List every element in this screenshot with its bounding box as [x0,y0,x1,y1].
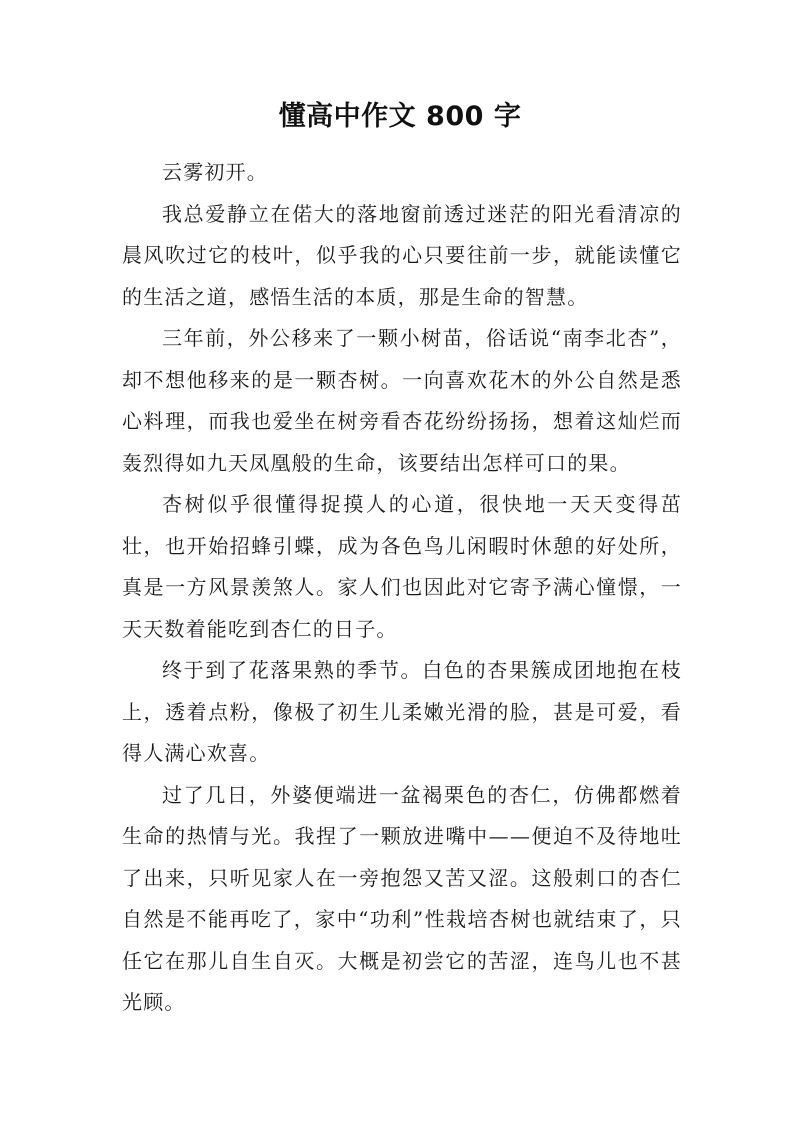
paragraph: 我总爱静立在偌大的落地窗前透过迷茫的阳光看清凉的晨风吹过它的枝叶，似乎我的心只要往前一步，就能读懂它的生活之道，感悟生活的本质，那是生命的智慧。 [122,201,682,309]
document-body [122,152,682,1024]
paragraph: 云雾初开。 [162,160,268,184]
paragraph: 终于到了花落果熟的季节。白色的杏果簇成团地抱在枝上，透着点粉，像极了初生儿柔嫩光滑的脸，甚是可爱，看得人满心欢喜。 [122,658,682,765]
paragraph: 过了几日，外婆便端进一盆褐栗色的杏仁，仿佛都燃着生命的热情与光。我捏了一颗放进嘴中——便迫不及待地吐了出来，只听见家人在一旁抱怨又苦又涩。这般刺口的杏仁自然是不能再吃了，家中“功利”性栽培杏树也就结束了，只任它在那儿自生自灭。大概是初尝它的苦涩，连鸟儿也不甚光顾。 [122,782,682,1014]
document-title: 懂高中作文 800 字 [278,101,522,132]
paragraph: 杏树似乎很懂得捉摸人的心道，很快地一天天变得茁壮，也开始招蜂引蝶，成为各色鸟儿闲暇时休憩的好处所，真是一方风景羡煞人。家人们也因此对它寄予满心憧憬，一天天数着能吃到杏仁的日子。 [122,492,682,641]
paragraph: 三年前，外公移来了一颗小树苗，俗话说“南李北杏”，却不想他移来的是一颗杏树。一向喜欢花木的外公自然是悉心料理，而我也爱坐在树旁看杏花纷纷扬扬，想着这灿烂而轰烈得如九天凤凰般的生命，该要结出怎样可口的果。 [122,326,682,475]
